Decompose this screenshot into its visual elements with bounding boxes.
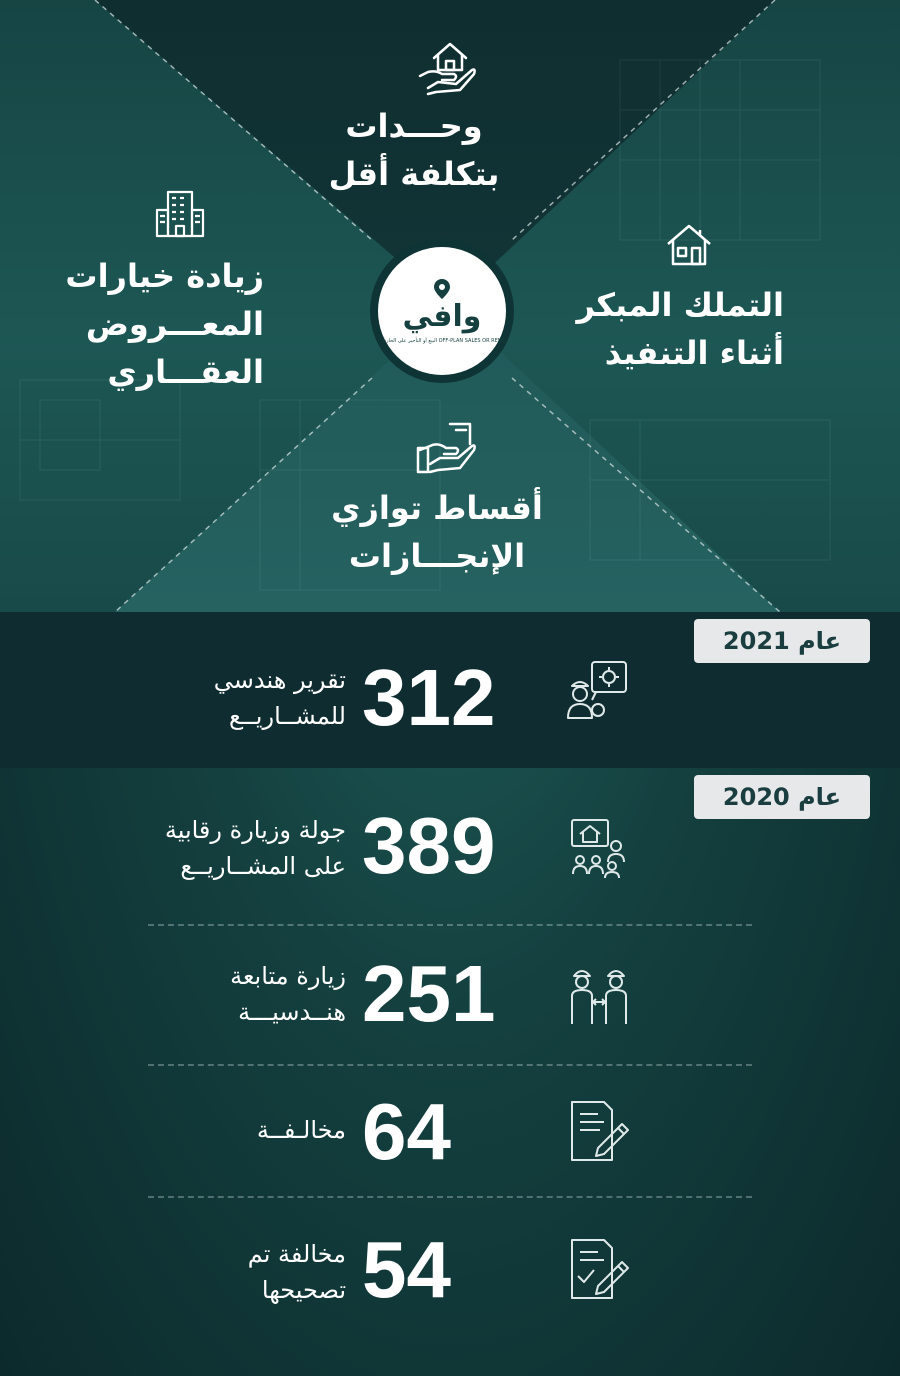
inspection-tour-icon (566, 816, 632, 880)
engineers-meeting-icon (566, 962, 632, 1026)
feature-right (560, 281, 784, 377)
stat-389-line1: جولة وزيارة رقابية (164, 816, 346, 844)
feature-top (300, 102, 528, 198)
logo (370, 239, 514, 383)
feature-bottom (330, 484, 544, 580)
stat-389-number: 389 (362, 801, 496, 890)
logo-word: وافي (402, 299, 482, 334)
document-pen-icon (566, 1098, 632, 1164)
stat-312-label (150, 662, 346, 734)
feature-top-line1: وحـــدات (345, 107, 483, 145)
document-check-icon (566, 1236, 632, 1302)
house-icon (664, 222, 714, 268)
divider (148, 1064, 752, 1066)
divider (148, 1196, 752, 1198)
stat-312-number: 312 (362, 653, 496, 742)
feature-top-line2: بتكلفة أقل (328, 155, 500, 193)
stat-54-number: 54 (362, 1225, 451, 1314)
feature-left-line3: العقـــاري (107, 353, 264, 391)
stat-251-label (150, 958, 346, 1030)
year-2021-tag: عام 2021 (694, 619, 870, 663)
stat-54-line1: مخالفة تم (247, 1240, 346, 1268)
year-2020-tag: عام 2020 (694, 775, 870, 819)
feature-right-line1: التملك المبكر (576, 286, 784, 324)
building-icon (154, 188, 206, 240)
stat-54-line2: تصحيحها (261, 1276, 346, 1304)
feature-left-line1: زيادة خيارات (65, 257, 264, 295)
divider (148, 924, 752, 926)
feature-bottom-line2: الإنجـــازات (348, 537, 526, 575)
location-pin-icon (433, 278, 451, 300)
stat-64-label (150, 1112, 346, 1148)
stat-312-line2: للمشــاريــع (228, 702, 346, 730)
stat-251-line1: زيارة متابعة (230, 962, 346, 990)
stat-312-line1: تقرير هندسي (213, 666, 346, 694)
stat-251-number: 251 (362, 949, 496, 1038)
feature-right-line2: أثناء التنفيذ (604, 334, 784, 372)
engineer-settings-icon (562, 656, 632, 726)
stat-251-line2: هنــدسيـــة (238, 998, 346, 1026)
feature-left (60, 252, 264, 396)
hand-house-icon (416, 32, 478, 96)
stat-389-line2: على المشــاريــع (180, 852, 346, 880)
logo-badge (378, 247, 506, 375)
stat-389-label (130, 812, 346, 884)
feature-left-line2: المعـــروض (85, 305, 264, 343)
features-section (0, 0, 900, 612)
hand-payment-icon (416, 420, 478, 474)
stat-54-label (150, 1236, 346, 1308)
feature-bottom-line1: أقساط توازي (331, 489, 543, 527)
logo-subtitle: البيع أو التأجير على الخارطة OFF-PLAN SALES OR RENT (379, 338, 505, 344)
stat-64-line1: مخالـفــة (256, 1116, 346, 1144)
stat-64-number: 64 (362, 1087, 451, 1176)
